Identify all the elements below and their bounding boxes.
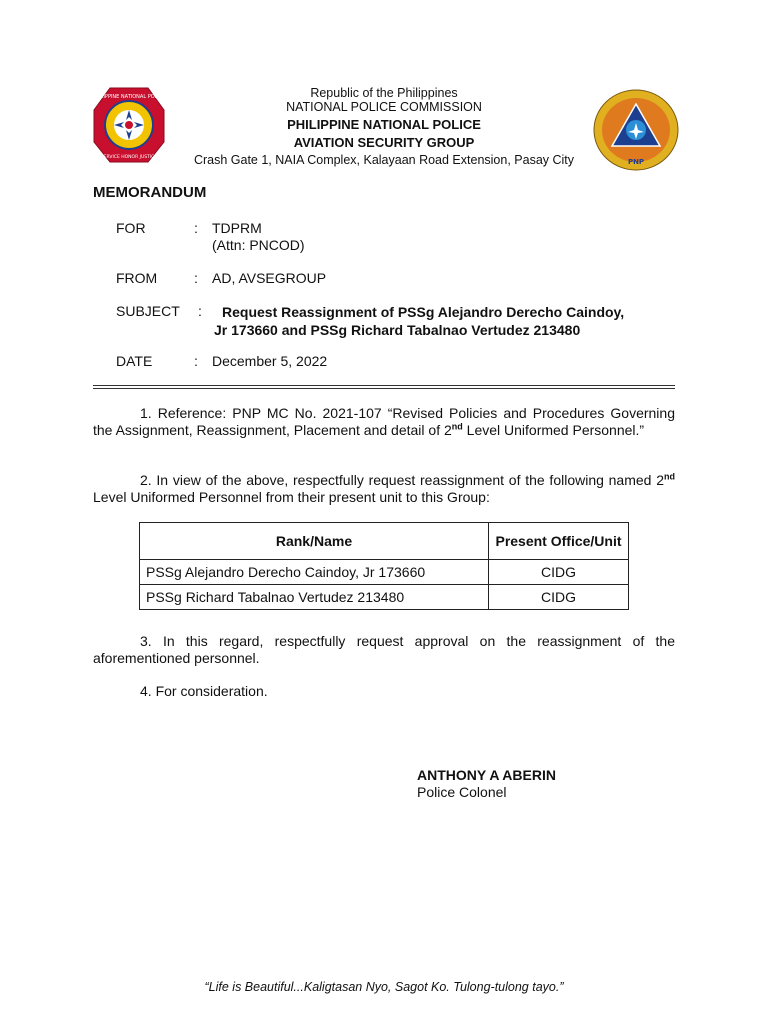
- paragraph-4-text: 4. For consideration.: [140, 683, 268, 699]
- column-header-office-unit: Present Office/Unit: [489, 523, 629, 560]
- svg-text:PNP: PNP: [627, 158, 645, 166]
- for-label: FOR: [116, 220, 146, 236]
- date-colon: :: [194, 353, 198, 369]
- for-colon: :: [194, 220, 198, 236]
- signatory-name: ANTHONY A ABERIN: [417, 767, 556, 783]
- personnel-table: [139, 522, 629, 610]
- header-divider-top: [93, 385, 675, 386]
- paragraph-2-text-b: Level Uniformed Personnel from their present unit to this Group:: [93, 489, 490, 505]
- cell-office-unit: CIDG: [489, 560, 629, 585]
- from-colon: :: [194, 270, 198, 286]
- from-label: FROM: [116, 270, 158, 286]
- paragraph-2-text-a: 2. In view of the above, respectfully request reassignment of the following named 2: [140, 472, 664, 488]
- subject-line-1: Request Reassignment of PSSg Alejandro Derecho Caindoy,: [222, 304, 625, 320]
- subject-colon: :: [198, 303, 202, 319]
- svg-text:SERVICE HONOR JUSTICE: SERVICE HONOR JUSTICE: [100, 155, 158, 160]
- paragraph-1-text-a: 1. Reference: PNP MC No. 2021-107 “Revised Policies and Procedures Governing the Assignment, Reassignment, Placement and detail of 2: [93, 405, 675, 438]
- date-value: December 5, 2022: [212, 353, 328, 369]
- table-row: [140, 585, 629, 610]
- column-header-rank-name: Rank/Name: [140, 523, 489, 560]
- paragraph-2-sup: nd: [664, 471, 675, 482]
- header-republic: Republic of the Philippines: [310, 86, 458, 100]
- header-divider-bottom: [93, 388, 675, 389]
- memo-title: MEMORANDUM: [93, 184, 207, 201]
- paragraph-3-text: 3. In this regard, respectfully request approval on the reassignment of the aforementioned personnel.: [93, 633, 675, 666]
- subject-label: SUBJECT: [116, 303, 180, 319]
- paragraph-2: [93, 472, 675, 506]
- paragraph-1-sup: nd: [451, 421, 463, 432]
- header-napolcom: NATIONAL POLICE COMMISSION: [286, 100, 482, 114]
- from-value: AD, AVSEGROUP: [212, 270, 327, 286]
- svg-text:PHILIPPINE NATIONAL POLICE: PHILIPPINE NATIONAL POLICE: [92, 94, 166, 100]
- signatory-rank: Police Colonel: [417, 784, 507, 800]
- paragraph-1: [93, 405, 675, 439]
- paragraph-4: [93, 683, 675, 700]
- for-value: TDPRM: [212, 220, 262, 236]
- subject-line-2: Jr 173660 and PSSg Richard Tabalnao Vertudez 213480: [214, 322, 581, 338]
- footer-motto: “Life is Beautiful...Kaligtasan Nyo, Sagot Ko. Tulong-tulong tayo.”: [204, 980, 564, 994]
- header-pnp: PHILIPPINE NATIONAL POLICE: [287, 117, 481, 132]
- paragraph-1-text-b: Level Uniformed Personnel.”: [462, 422, 645, 438]
- date-label: DATE: [116, 353, 153, 369]
- table-row: [140, 560, 629, 585]
- cell-office-unit: CIDG: [489, 585, 629, 610]
- paragraph-3: [93, 633, 675, 667]
- cell-rank-name: PSSg Alejandro Derecho Caindoy, Jr 173660: [140, 560, 489, 585]
- for-attn: (Attn: PNCOD): [212, 237, 305, 253]
- header-address: Crash Gate 1, NAIA Complex, Kalayaan Road Extension, Pasay City: [193, 153, 575, 167]
- cell-rank-name: PSSg Richard Tabalnao Vertudez 213480: [140, 585, 489, 610]
- table-header-row: [140, 523, 629, 560]
- header-avsegroup: AVIATION SECURITY GROUP: [293, 135, 475, 150]
